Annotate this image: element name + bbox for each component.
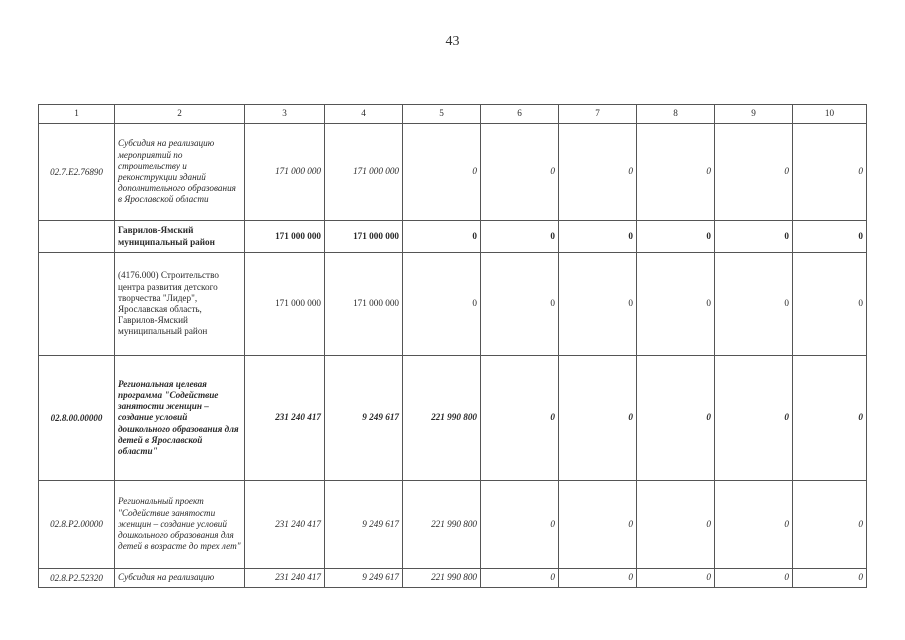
cell-col7: 0 xyxy=(559,569,637,588)
cell-col6: 0 xyxy=(481,481,559,569)
cell-col5: 0 xyxy=(403,221,481,253)
table-row xyxy=(39,356,867,481)
cell-col3: 171 000 000 xyxy=(245,124,325,221)
cell-col10: 0 xyxy=(793,221,867,253)
cell-col10: 0 xyxy=(793,569,867,588)
cell-col6: 0 xyxy=(481,569,559,588)
cell-col7: 0 xyxy=(559,124,637,221)
cell-col7: 0 xyxy=(559,253,637,356)
cell-col4: 9 249 617 xyxy=(325,356,403,481)
cell-col9: 0 xyxy=(715,221,793,253)
table-header-row xyxy=(39,105,867,124)
cell-col4: 171 000 000 xyxy=(325,253,403,356)
row-code: 02.8.P2.00000 xyxy=(39,481,115,569)
cell-col8: 0 xyxy=(637,569,715,588)
table-row xyxy=(39,221,867,253)
cell-col6: 0 xyxy=(481,356,559,481)
table-row xyxy=(39,124,867,221)
row-name: Региональный проект "Содействие занятости женщин – создание условий дошкольного образования для детей в возрасте до трех лет" xyxy=(115,481,245,569)
cell-col7: 0 xyxy=(559,221,637,253)
cell-col8: 0 xyxy=(637,253,715,356)
cell-col6: 0 xyxy=(481,253,559,356)
cell-col6: 0 xyxy=(481,221,559,253)
header-cell: 9 xyxy=(715,105,793,124)
header-cell: 10 xyxy=(793,105,867,124)
row-code: 02.8.00.00000 xyxy=(39,356,115,481)
cell-col10: 0 xyxy=(793,124,867,221)
cell-col3: 231 240 417 xyxy=(245,481,325,569)
cell-col9: 0 xyxy=(715,569,793,588)
row-code: 02.7.E2.76890 xyxy=(39,124,115,221)
header-cell: 7 xyxy=(559,105,637,124)
cell-col10: 0 xyxy=(793,253,867,356)
cell-col4: 9 249 617 xyxy=(325,481,403,569)
row-code xyxy=(39,221,115,253)
cell-col7: 0 xyxy=(559,481,637,569)
row-name: Субсидия на реализацию мероприятий по строительству и реконструкции зданий дополнительного образования в Ярославской области xyxy=(115,124,245,221)
table-row xyxy=(39,253,867,356)
header-cell: 1 xyxy=(39,105,115,124)
table-row xyxy=(39,569,867,588)
cell-col4: 9 249 617 xyxy=(325,569,403,588)
cell-col9: 0 xyxy=(715,481,793,569)
header-cell: 8 xyxy=(637,105,715,124)
header-cell: 4 xyxy=(325,105,403,124)
cell-col8: 0 xyxy=(637,356,715,481)
cell-col4: 171 000 000 xyxy=(325,124,403,221)
page-number: 43 xyxy=(445,34,460,49)
cell-col3: 231 240 417 xyxy=(245,569,325,588)
row-name: (4176.000) Строительство центра развития детского творчества "Лидер", Ярославская область, Гаврилов-Ямский муниципальный район xyxy=(115,253,245,356)
cell-col4: 171 000 000 xyxy=(325,221,403,253)
cell-col5: 221 990 800 xyxy=(403,356,481,481)
header-cell: 2 xyxy=(115,105,245,124)
cell-col10: 0 xyxy=(793,356,867,481)
row-code: 02.8.P2.52320 xyxy=(39,569,115,588)
cell-col8: 0 xyxy=(637,124,715,221)
cell-col5: 221 990 800 xyxy=(403,481,481,569)
cell-col8: 0 xyxy=(637,481,715,569)
header-cell: 3 xyxy=(245,105,325,124)
cell-col7: 0 xyxy=(559,356,637,481)
table-row xyxy=(39,481,867,569)
cell-col5: 0 xyxy=(403,124,481,221)
header-cell: 5 xyxy=(403,105,481,124)
cell-col3: 231 240 417 xyxy=(245,356,325,481)
row-code xyxy=(39,253,115,356)
cell-col10: 0 xyxy=(793,481,867,569)
cell-col8: 0 xyxy=(637,221,715,253)
budget-table xyxy=(38,104,867,588)
cell-col5: 0 xyxy=(403,253,481,356)
cell-col9: 0 xyxy=(715,253,793,356)
cell-col9: 0 xyxy=(715,124,793,221)
row-name: Гаврилов-Ямский муниципальный район xyxy=(115,221,245,253)
cell-col3: 171 000 000 xyxy=(245,221,325,253)
row-name: Субсидия на реализацию xyxy=(115,569,245,588)
cell-col5: 221 990 800 xyxy=(403,569,481,588)
header-cell: 6 xyxy=(481,105,559,124)
cell-col3: 171 000 000 xyxy=(245,253,325,356)
cell-col6: 0 xyxy=(481,124,559,221)
cell-col9: 0 xyxy=(715,356,793,481)
row-name: Региональная целевая программа "Содействие занятости женщин – создание условий дошкольного образования для детей в Ярославской области" xyxy=(115,356,245,481)
